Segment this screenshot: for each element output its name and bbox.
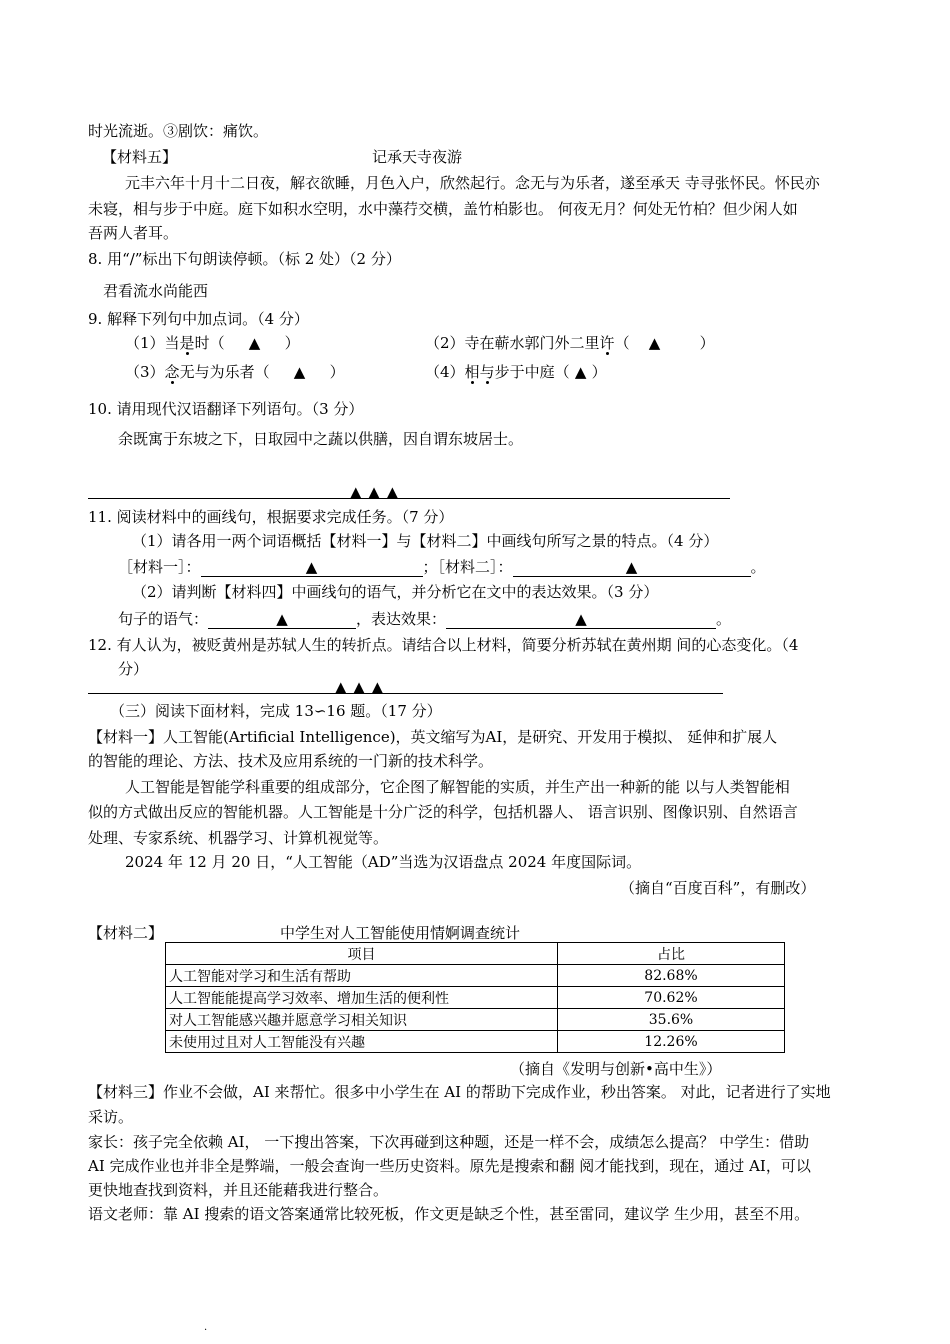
material-three-line: 【材料三】作业不会做，AI 来帮忙。很多中小学生在 AI 的帮助下完成作业，秒出答案。 对此，记者进行了实地	[88, 1083, 831, 1101]
material-three-line: 更快地查找到资料，并且还能藉我进行整合。	[88, 1181, 389, 1199]
question-9: 9. 解释下列句中加点词。（4 分）	[88, 310, 309, 328]
answer-blank: ▲	[201, 558, 423, 577]
question-11-part-2-answer: 句子的语气： ▲ ，表达效果： ▲ 。	[118, 610, 732, 628]
ai-material-line: 处理、专家系统、机器学习、计算机视觉等。	[88, 829, 389, 847]
question-9-item-3: （3）念无与为乐者（ ▲ ）	[125, 363, 345, 381]
table-cell: 70.62%	[558, 987, 785, 1009]
table-row	[166, 1009, 785, 1031]
table-cell: 82.68%	[558, 965, 785, 987]
table-row	[166, 1031, 785, 1053]
table-header-row	[166, 943, 785, 965]
table-cell: 未使用过且对人工智能没有兴趣	[166, 1031, 558, 1053]
question-9-item-2: （2）寺在蕲水郭门外二里许（ ▲ ）	[425, 334, 715, 352]
question-10-sentence: 余既寓于东坡之下，日取园中之蔬以供膳，因自谓东坡居士。	[118, 430, 524, 448]
section-three-title: （三）阅读下面材料，完成 13∽16 题。（17 分）	[110, 702, 442, 720]
question-12: 12. 有人认为，被贬黄州是苏轼人生的转折点。请结合以上材料，简要分析苏轼在黄州期 间的心态变化。（4	[88, 636, 799, 654]
material-three-line: 语文老师：靠 AI 搜索的语文答案通常比较死板，作文更是缺乏个性，甚至雷同，建议学 生少用，甚至不用。	[88, 1205, 810, 1223]
ai-material-line: 2024 年 12 月 20 日，“人工智能（AD”当选为汉语盘点 2024 年度国际词。	[125, 853, 642, 871]
answer-marker: ▲ ▲ ▲	[350, 483, 400, 501]
table-row	[166, 965, 785, 987]
question-11-part-1: （1）请各用一两个词语概括【材料一】与【材料二】中画线句所写之景的特点。（4 分）	[132, 532, 719, 550]
question-12-cont: 分）	[118, 660, 149, 678]
passage-line: 元丰六年十月十二日夜，解衣欲睡，月色入户，欣然起行。念无与为乐者，遂至承天 寺寻张怀民。怀民亦	[125, 174, 820, 192]
material-three-line: AI 完成作业也并非全是弊端，一般会查询一些历史资料。原先是搜索和翻 阅才能找到，现在，通过 AI，可以	[88, 1157, 811, 1175]
table-cell: 对人工智能感兴趣并愿意学习相关知识	[166, 1009, 558, 1031]
ai-material-line: 似的方式做出反应的智能机器。人工智能是十分广泛的科学，包括机器人、 语言识别、图像识别、自然语言	[88, 803, 798, 821]
material-five-title: 记承天寺夜游	[372, 148, 463, 166]
passage-line: 未寝，相与步于中庭。庭下如积水空明，水中藻荇交横，盖竹柏影也。 何夜无月？何处无竹柏？但少闲人如	[88, 200, 798, 218]
question-11-part-2: （2）请判断【材料四】中画线句的语气，并分析它在文中的表达效果。（3 分）	[132, 583, 659, 601]
question-11: 11. 阅读材料中的画线句，根据要求完成任务。（7 分）	[88, 508, 454, 526]
table-cell: 人工智能能提高学习效率、增加生活的便利性	[166, 987, 558, 1009]
column-header: 项目	[166, 943, 558, 965]
table-row	[166, 987, 785, 1009]
question-9-item-1: （1）当是时（ ▲ ）	[125, 334, 300, 352]
material-five-label: 【材料五】	[102, 148, 178, 166]
answer-blank: ▲	[513, 558, 751, 577]
answer-marker: ▲	[293, 363, 306, 381]
passage-line: 吾两人者耳。	[88, 224, 179, 242]
answer-blank: ▲	[446, 610, 716, 629]
answer-marker: ▲	[248, 334, 261, 352]
table-cell: 35.6%	[558, 1009, 785, 1031]
question-9-item-4: （4）相与步于中庭（ ▲ ）	[425, 363, 607, 381]
table-cell: 人工智能对学习和生活有帮助	[166, 965, 558, 987]
source-note: （摘自“百度百科”，有删改）	[620, 879, 816, 897]
answer-line	[88, 498, 730, 499]
answer-line	[88, 693, 723, 694]
answer-marker: ▲ ▲ ▲	[335, 678, 385, 696]
table-cell: 12.26%	[558, 1031, 785, 1053]
ai-material-line: 【材料一】人工智能(Artificial Intelligence)，英文缩写为AI，是研究、开发用于模拟、 延伸和扩展人	[88, 728, 778, 746]
table-title: 中学生对人工智能使用情婀调查统计	[280, 924, 521, 942]
question-11-part-1-answer: ［材料一］： ▲ ；［材料二］： ▲ 。	[118, 558, 766, 576]
ai-material-line: 人工智能是智能学科重要的组成部分，它企图了解智能的实质，并生产出一种新的能 以与人类智能相	[125, 778, 790, 796]
question-8-sentence: 君看流水尚能西	[103, 282, 209, 300]
answer-marker: ▲	[648, 334, 661, 352]
footer-mark: .	[204, 1322, 208, 1333]
notes-tail: 时光流逝。③剧饮：痛饮。	[88, 122, 269, 140]
question-10: 10. 请用现代汉语翻译下列语句。（3 分）	[88, 400, 364, 418]
survey-table	[165, 942, 785, 1053]
material-two-label: 【材料二】	[88, 924, 164, 942]
answer-marker: ▲	[574, 363, 587, 381]
ai-material-line: 的智能的理论、方法、技术及应用系统的一门新的技术科学。	[88, 752, 494, 770]
column-header: 占比	[558, 943, 785, 965]
material-three-line: 采访。	[88, 1108, 134, 1126]
question-8: 8. 用“/”标出下句朗读停顿。（标 2 处）（2 分）	[88, 250, 401, 268]
answer-blank: ▲	[208, 610, 356, 629]
material-three-line: 家长：孩子完全依赖 AI， 一下搜出答案，下次再碰到这种题，还是一样不会，成绩怎么提高？ 中学生：借助	[88, 1133, 810, 1151]
table-source: （摘自《发明与创新•高中生》）	[510, 1060, 722, 1078]
